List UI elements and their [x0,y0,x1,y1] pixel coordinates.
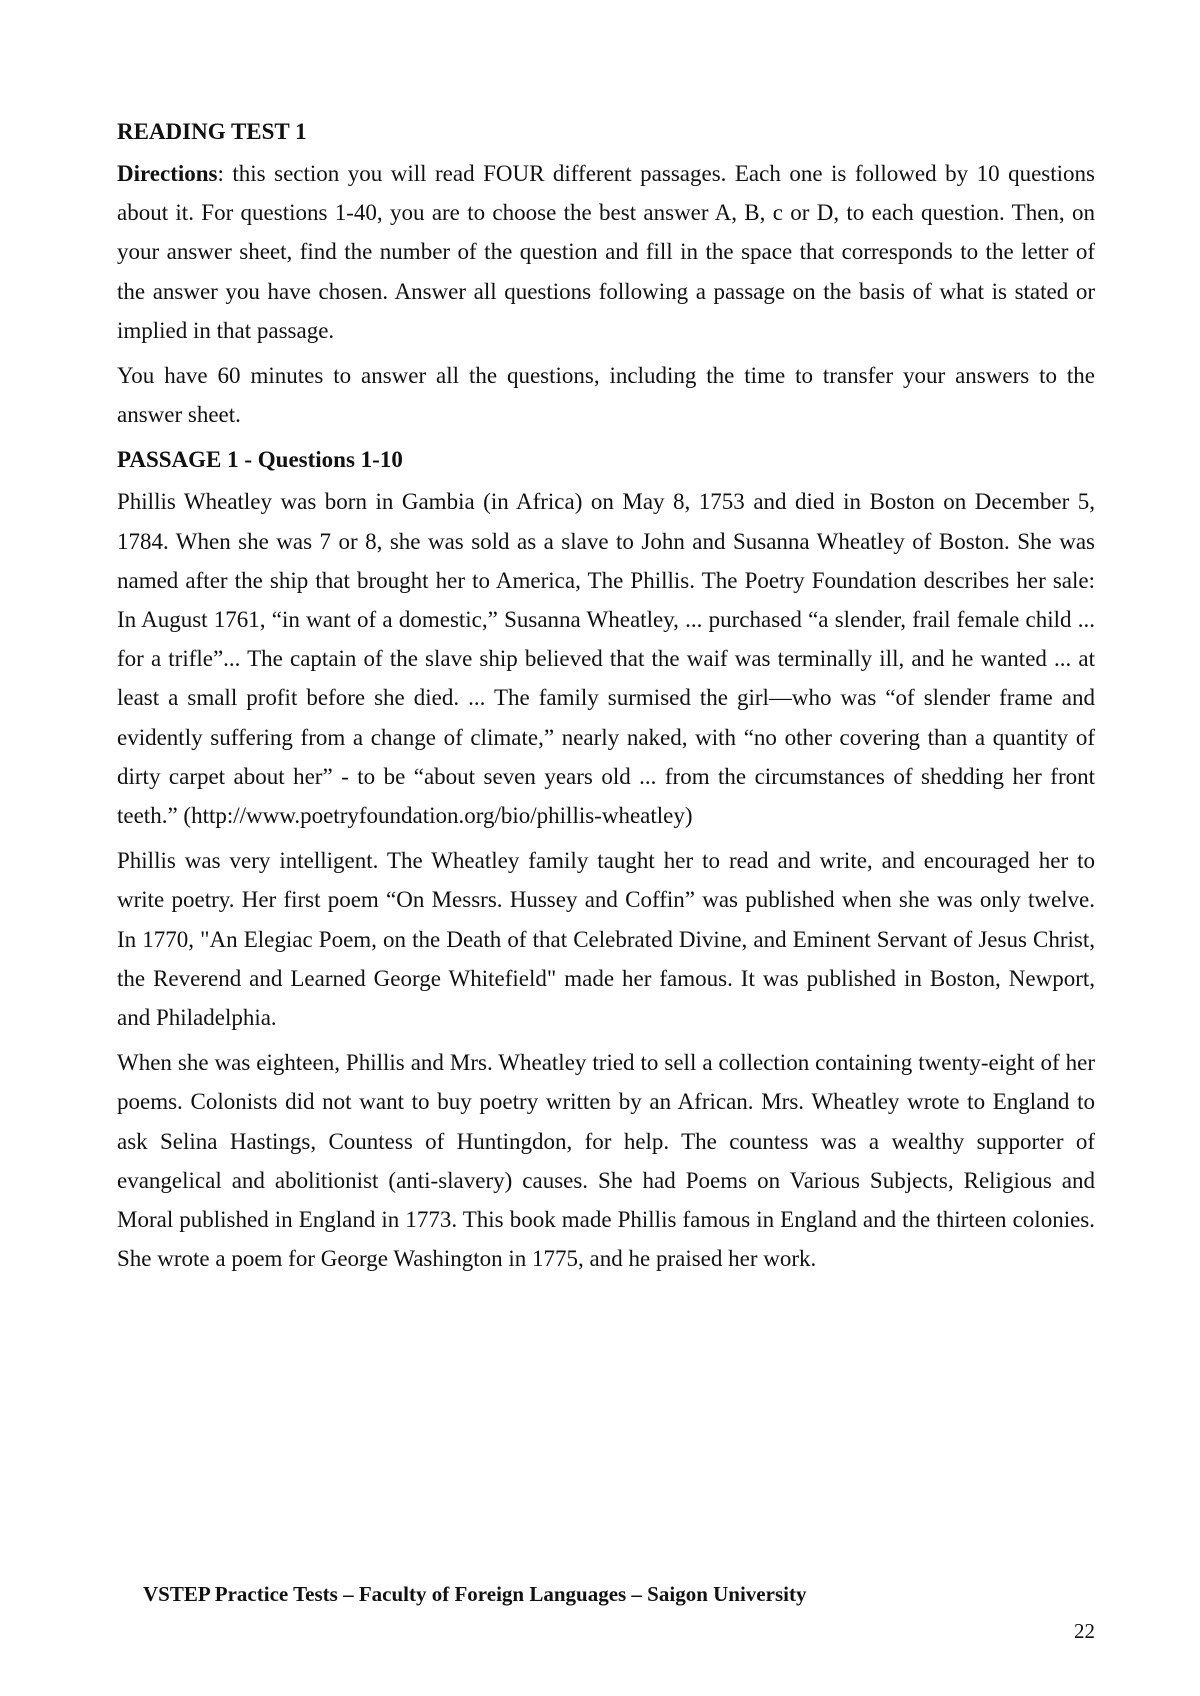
passage-paragraph-1: Phillis Wheatley was born in Gambia (in Africa) on May 8, 1753 and died in Boston on December 5, 1784. When she was 7 or 8, she was sold as a slave to John and Susanna Wheatley of Boston. She was named after the ship that brought her to America, The Phillis. The Poetry Foundation describes her sale: In August 1761, “in want of a domestic,” Susanna Wheatley, ... purchased “a slender, frail female child ... for a trifle”... The captain of the slave ship believed that the waif was terminally ill, and he wanted ... at least a small profit before she died. ... The family surmised the girl—who was “of slender frame and evidently suffering from a change of climate,” nearly naked, with “no other covering than a quantity of dirty carpet about her” - to be “about seven years old ... from the circumstances of shedding her front teeth.” (http://www.poetryfoundation.org/bio/phillis-wheatley) [117,489,1095,829]
passage-paragraph-2: Phillis was very intelligent. The Wheatley family taught her to read and write, and encouraged her to write poetry. Her first poem “On Messrs. Hussey and Coffin” was published when she was only twelve. In 1770, "An Elegiac Poem, on the Death of that Celebrated Divine, and Eminent Servant of Jesus Christ, the Reverend and Learned George Whitefield" made her famous. It was published in Boston, Newport, and Philadelphia. [117,848,1095,1031]
passage-heading: PASSAGE 1 - Questions 1-10 [117,447,403,473]
time-note: You have 60 minutes to answer all the questions, including the time to transfer your answers to the answer sheet. [117,363,1095,428]
passage-paragraph-3: When she was eighteen, Phillis and Mrs. Wheatley tried to sell a collection containing twenty-eight of her poems. Colonists did not want to buy poetry written by an African. Mrs. Wheatley wrote to England to ask Selina Hastings, Countess of Huntingdon, for help. The countess was a wealthy supporter of evangelical and abolitionist (anti-slavery) causes. She had Poems on Various Subjects, Religious and Moral published in England in 1773. This book made Phillis famous in England and the thirteen colonies. She wrote a poem for George Washington in 1775, and he praised her work. [117,1050,1095,1272]
test-title: READING TEST 1 [117,119,307,144]
document-page [117,112,1095,1284]
directions-paragraph [117,154,1095,350]
page-footer: VSTEP Practice Tests – Faculty of Foreign Languages – Saigon University [143,1582,807,1606]
directions-text: : this section you will read FOUR different passages. Each one is followed by 10 questions about it. For questions 1-40, you are to choose the best answer A, B, c or D, to each question. Then, on your answer sheet, find the number of the question and fill in the space that corresponds to the letter of the answer you have chosen. Answer all questions following a passage on the basis of what is stated or implied in that passage. [117,161,1095,343]
directions-label: Directions [117,161,218,186]
page-number: 22 [1074,1619,1095,1643]
